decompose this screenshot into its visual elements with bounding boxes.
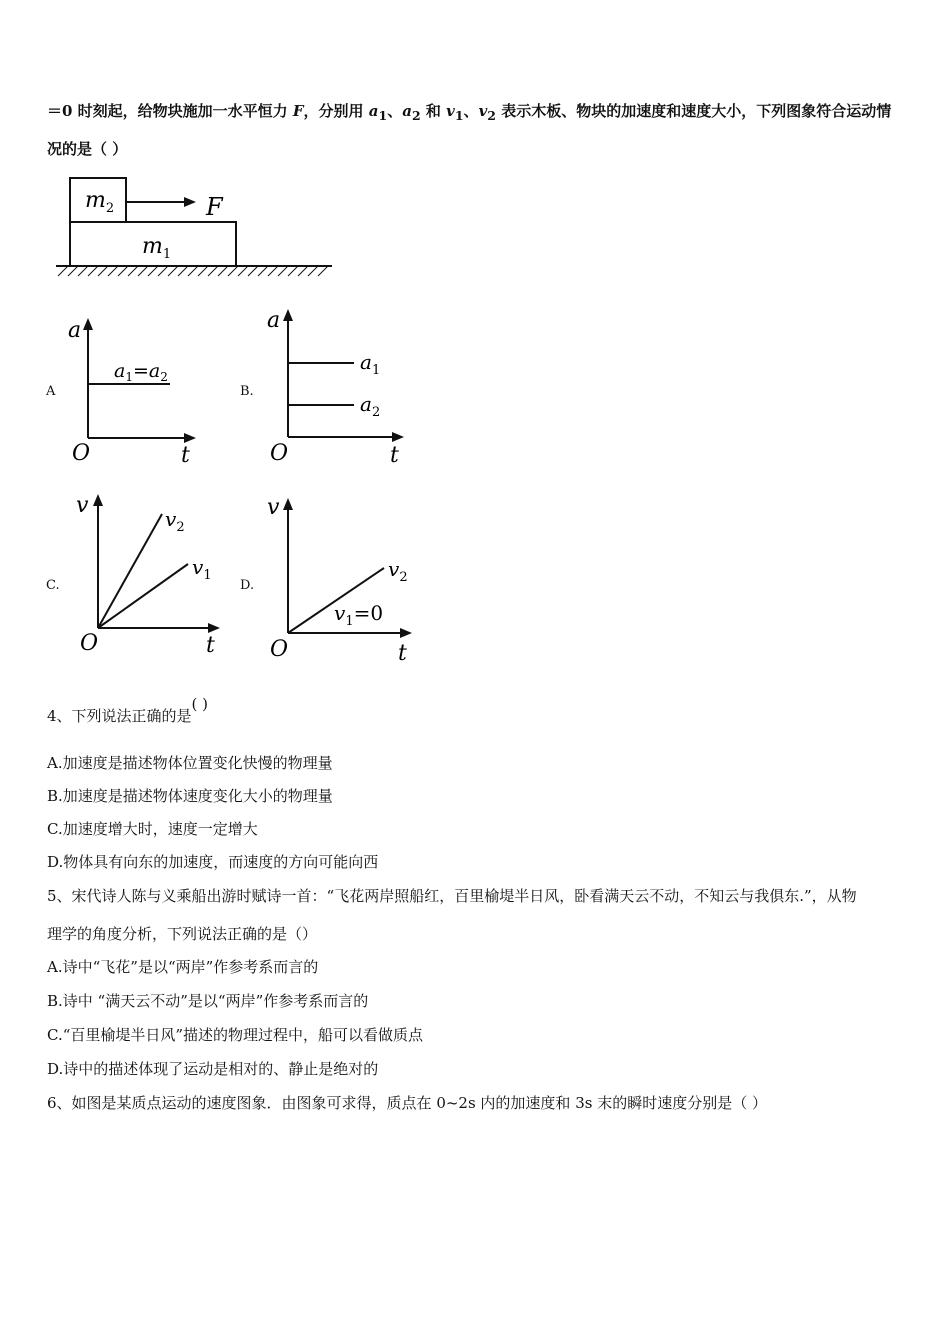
- svg-text:t: t: [390, 443, 399, 468]
- graph-A-line-label: $a_1=a_2$: [114, 360, 168, 384]
- svg-text:t: t: [206, 633, 215, 658]
- svg-text:O: O: [270, 441, 289, 466]
- option-A-label: A: [46, 384, 56, 399]
- svg-text:v1=0: $v_1=0$: [334, 601, 384, 629]
- q5-option-D: D.诗中的描述体现了运动是相对的、静止是绝对的: [47, 1060, 379, 1078]
- svg-text:O: O: [72, 441, 91, 466]
- graph-C: [70, 488, 230, 660]
- option-B-label: B.: [240, 384, 254, 399]
- q5-option-C: C.“百里榆堤半日风”描述的物理过程中，船可以看做质点: [47, 1026, 424, 1044]
- svg-text:t: t: [398, 641, 407, 664]
- block-setup-diagram: [50, 170, 340, 285]
- q5-stem-line1: 5、宋代诗人陈与义乘船出游时赋诗一首：“飞花两岸照船红，百里榆堤半日风，卧看满天云不动，不知云与我俱东.”，从物: [47, 887, 857, 905]
- option-D-label: D.: [240, 578, 255, 593]
- q4-stem: 4、下列说法正确的是( ): [47, 695, 209, 725]
- q5-option-A: A.诗中“飞花”是以“两岸”作参考系而言的: [47, 958, 319, 976]
- svg-text:v2: $v_2$: [388, 557, 408, 585]
- q6-stem: 6、如图是某质点运动的速度图象．由图象可求得，质点在 0~2s 内的加速度和 3s 末的瞬时速度分别是（ ）: [47, 1094, 767, 1112]
- graph-C-line-v2: [98, 514, 162, 628]
- q3-stem-line1: ＝0 时刻起，给物块施加一水平恒力 F，分别用 $a_1$、$a_2$ 和 $v_1$、$v_2$ 表示木板、物块的加速度和速度大小，下列图象符合运动情: [47, 102, 892, 123]
- graph-C-line-v1: [98, 564, 188, 628]
- svg-text:a: a: [68, 318, 82, 343]
- svg-text:O: O: [270, 637, 289, 662]
- svg-text:v: v: [267, 495, 280, 520]
- q3-stem-line2: 况的是（ ）: [47, 140, 128, 158]
- graph-A: [66, 312, 206, 468]
- q4-option-B: B.加速度是描述物体速度变化大小的物理量: [47, 787, 333, 805]
- svg-text:a1: $a_1$: [360, 350, 381, 378]
- svg-text:v: v: [76, 493, 89, 518]
- q4-option-D: D.物体具有向东的加速度，而速度的方向可能向西: [47, 853, 379, 871]
- q5-stem-line2: 理学的角度分析，下列说法正确的是（）: [47, 925, 318, 943]
- force-arrowhead: [184, 197, 196, 207]
- q4-option-A: A.加速度是描述物体位置变化快慢的物理量: [47, 754, 333, 772]
- graph-D: [264, 488, 424, 664]
- svg-text:t: t: [181, 443, 190, 468]
- ground-hatching: [58, 266, 328, 276]
- option-C-label: C.: [46, 578, 60, 593]
- svg-text:a: a: [267, 308, 281, 333]
- svg-text:O: O: [80, 631, 99, 656]
- graph-B: [264, 305, 414, 468]
- label-m2: $m_2$: [85, 188, 115, 216]
- label-force: F: [206, 193, 223, 221]
- svg-text:v2: $v_2$: [165, 507, 185, 535]
- svg-text:a2: $a_2$: [360, 392, 381, 420]
- q5-option-B: B.诗中 “满天云不动”是以“两岸”作参考系而言的: [47, 992, 369, 1010]
- svg-text:v1: $v_1$: [192, 555, 212, 583]
- label-m1: $m_1$: [142, 234, 172, 262]
- q4-option-C: C.加速度增大时，速度一定增大: [47, 820, 258, 838]
